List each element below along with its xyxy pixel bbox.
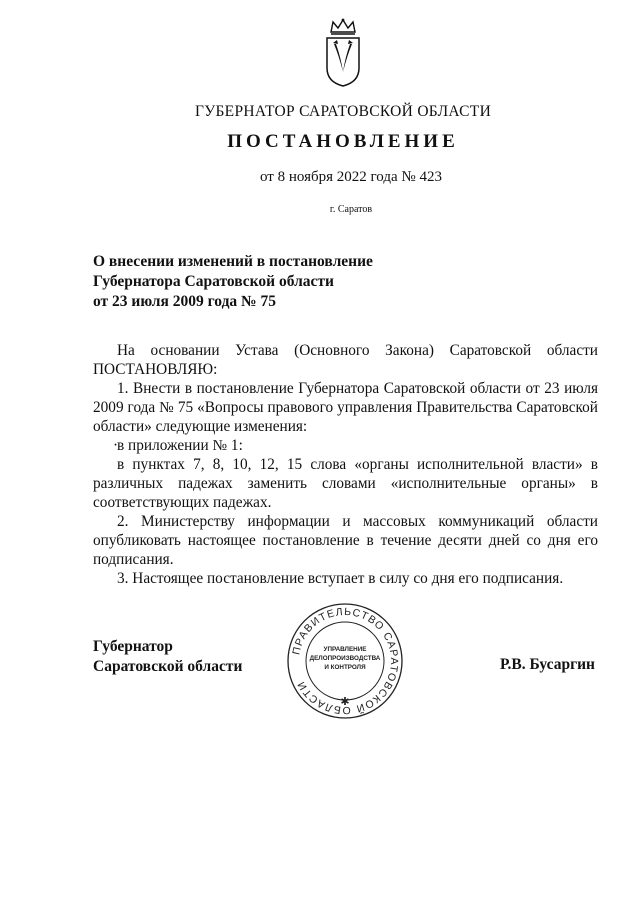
asterisk-icon: ✱ <box>340 695 350 708</box>
document-type: ПОСТАНОВЛЕНИЕ <box>227 131 459 152</box>
stamp-inner-line: ДЕЛОПРОИЗВОДСТВА <box>309 655 381 662</box>
item-1-paragraph: 1. Внести в постановление Губернатора Саратовской области от 23 июля 2009 года № 75 «Вопросы правового управления Правительства Саратовской области» следующие изменения: <box>93 380 598 435</box>
item-3-paragraph: 3. Настоящее постановление вступает в силу со дня его подписания. <box>117 570 564 587</box>
subject-line: от 23 июля 2009 года № 75 <box>93 293 277 310</box>
bullet-dot-icon: · <box>113 437 119 454</box>
item-1-subheading <box>93 436 598 455</box>
stamp-ring-text: ПРАВИТЕЛЬСТВО САРАТОВСКОЙ ОБЛАСТИ <box>290 605 401 717</box>
document-subject <box>93 252 513 312</box>
signatory-name: Р.В. Бусаргин <box>500 656 595 673</box>
signatory-position-line: Губернатор <box>93 638 173 655</box>
signatory-position <box>93 637 242 677</box>
item-1-subheading-text: в приложении № 1: <box>117 437 243 454</box>
document-date-number: от 8 ноября 2022 года № 423 <box>260 169 442 185</box>
item-2-paragraph: 2. Министерству информации и массовых коммуникаций области опубликовать настоящее постановление в течение десяти дней со дня его подписания. <box>93 513 598 568</box>
stamp-inner-line: И КОНТРОЛЯ <box>324 664 366 671</box>
subject-line: О внесении изменений в постановление <box>93 253 373 270</box>
issuing-authority: ГУБЕРНАТОР САРАТОВСКОЙ ОБЛАСТИ <box>194 103 492 120</box>
document-place: г. Саратов <box>329 204 373 215</box>
item-1-sub-paragraph: в пунктах 7, 8, 10, 12, 15 слова «органы исполнительной власти» в различных падежах заменить словами «исполнительные органы» в соответствующих падежах. <box>93 456 598 511</box>
stamp-inner-line: УПРАВЛЕНИЕ <box>323 646 367 653</box>
stamp-inner-text <box>300 645 390 672</box>
saratov-coat-of-arms-icon <box>321 18 365 88</box>
intro-paragraph: На основании Устава (Основного Закона) Саратовской области ПОСТАНОВЛЯЮ: <box>93 342 598 378</box>
document-body <box>93 341 598 588</box>
subject-line: Губернатора Саратовской области <box>93 273 334 290</box>
signatory-position-line: Саратовской области <box>93 658 243 675</box>
